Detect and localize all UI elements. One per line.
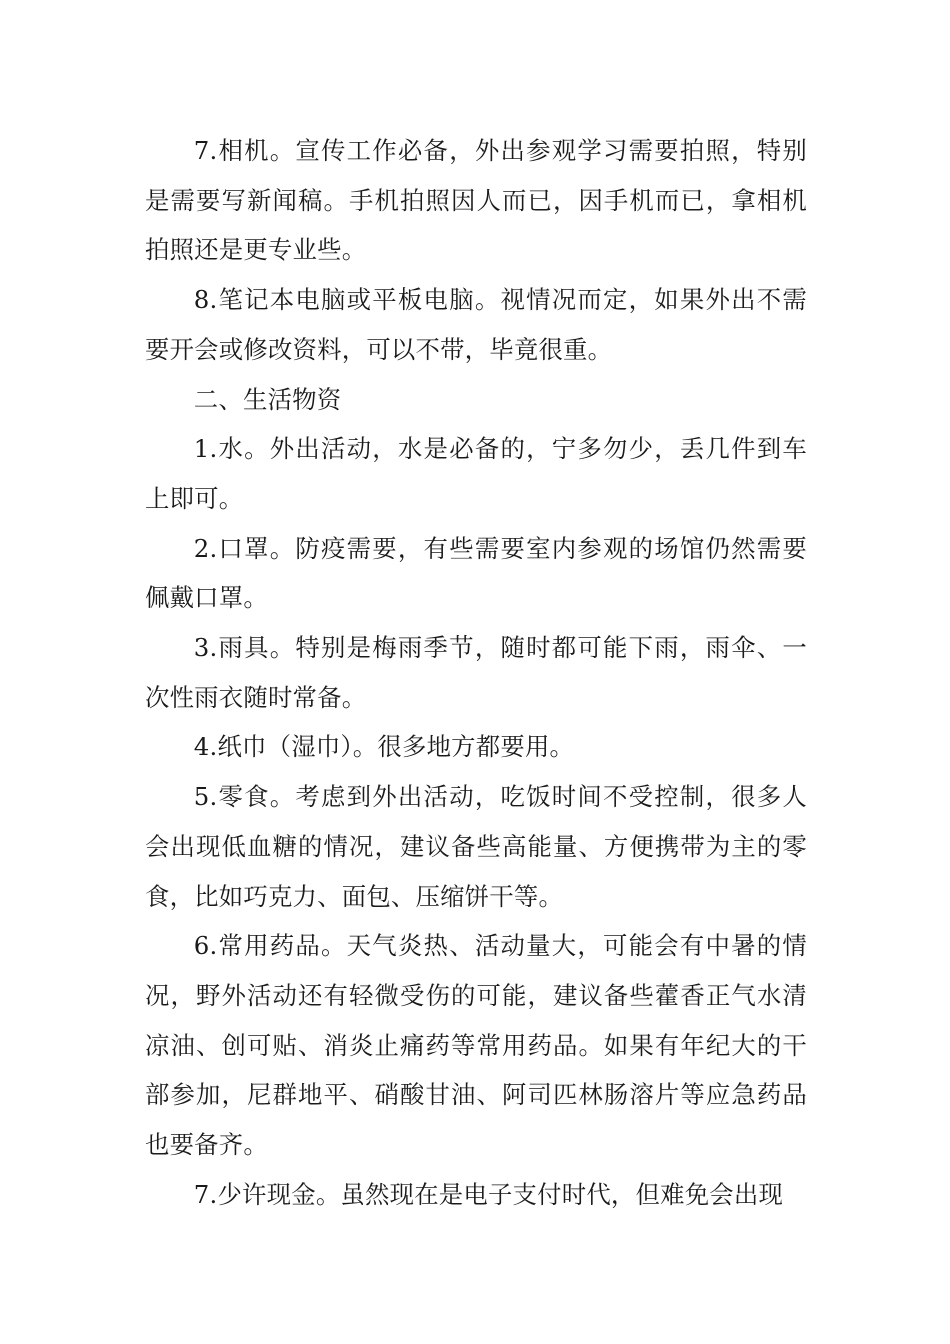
- paragraph-laptop: 8.笔记本电脑或平板电脑。视情况而定，如果外出不需要开会或修改资料，可以不带，毕竟很重。: [145, 285, 807, 364]
- paragraph-mask: 2.口罩。防疫需要，有些需要室内参观的场馆仍然需要佩戴口罩。: [145, 533, 807, 613]
- paragraph-tissues: 4.纸巾（湿巾）。很多地方都要用。: [193, 732, 575, 762]
- paragraph-snacks: 5.零食。考虑到外出活动，吃饭时间不受控制，很多人会出现低血糖的情况，建议备些高能量、方便携带为主的零食，比如巧克力、面包、压缩饼干等。: [145, 782, 807, 911]
- paragraph-medicine: 6.常用药品。天气炎热、活动量大，可能会有中暑的情况，野外活动还有轻微受伤的可能，建议备些藿香正气水清凉油、创可贴、消炎止痛药等常用药品。如果有年纪大的干部参加，尼群地平、硝酸甘油、阿司匹林肠溶片等应急药品也要备齐。: [145, 931, 807, 1160]
- section-heading-living-supplies: 二、生活物资: [193, 384, 342, 414]
- paragraph-rain-gear: 3.雨具。特别是梅雨季节，随时都可能下雨，雨伞、一次性雨衣随时常备。: [145, 633, 807, 712]
- paragraph-cash: 7.少许现金。虽然现在是电子支付时代，但难免会出现: [193, 1179, 784, 1209]
- paragraph-camera: 7.相机。宣传工作必备，外出参观学习需要拍照，特别是需要写新闻稿。手机拍照因人而已，因手机而已，拿相机拍照还是更专业些。: [145, 136, 807, 265]
- document-body: [145, 126, 807, 1219]
- paragraph-water: 1.水。外出活动，水是必备的，宁多勿少，丢几件到车上即可。: [145, 434, 807, 513]
